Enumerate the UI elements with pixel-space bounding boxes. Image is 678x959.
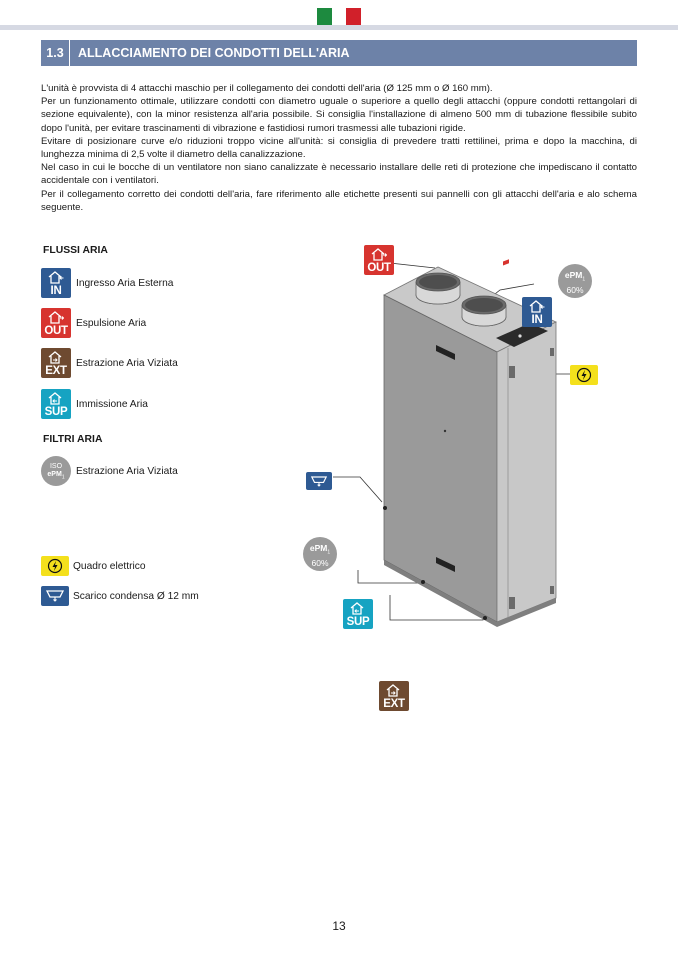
legend-item-sup: [41, 389, 148, 419]
legend-flussi-title: FLUSSI ARIA: [43, 245, 108, 256]
legend-label: Quadro elettrico: [73, 560, 146, 572]
top-band: [0, 25, 678, 30]
diagram-filter-top-badge: ePM$_1$ 60%: [558, 264, 592, 298]
diagram-ext-badge-icon: EXT: [379, 681, 409, 711]
lightning-icon: [41, 556, 69, 576]
intro-paragraph: L'unità è provvista di 4 attacchi maschio per il collegamento dei condotti dell'aria (Ø 125 mm o Ø 160 mm).: [41, 83, 493, 94]
in-badge-icon: IN: [41, 268, 71, 298]
diagram-condensate-icon: [306, 472, 332, 490]
intro-paragraph: Evitare di posizionare curve e/o riduzioni troppo vicine all'unità: si consiglia di prevedere tratti rettilinei, prima e dopo la macchina, di lunghezza minima di 2,5 volte il diametro della canalizzazione.: [41, 135, 637, 161]
unit-diagram: [290, 240, 620, 640]
leader-condensate: [333, 477, 382, 502]
legend-label: Ingresso Aria Esterna: [76, 277, 174, 289]
legend-filtri-title: FILTRI ARIA: [43, 434, 103, 445]
legend-label: Scarico condensa Ø 12 mm: [73, 590, 199, 602]
out-badge-icon: OUT: [41, 308, 71, 338]
legend-item-electrical: [41, 556, 145, 576]
legend-item-out: [41, 308, 146, 338]
section-number: 1.3: [41, 40, 70, 66]
top-collar-in: [462, 296, 506, 326]
ext-badge-icon: EXT: [41, 348, 71, 378]
diagram-lightning-icon: [570, 365, 598, 385]
condensate-drain-icon: [41, 586, 69, 606]
leader-out: [390, 248, 435, 268]
legend-label: Immissione Aria: [76, 398, 148, 410]
top-collar-out: [416, 273, 460, 304]
legend-item-condensate: [41, 586, 199, 606]
diagram-sup-badge-icon: SUP: [343, 599, 373, 629]
page-number: 13: [332, 919, 346, 933]
legend-label: Estrazione Aria Viziata: [76, 465, 178, 477]
intro-paragraph: Nel caso in cui le bocche di un ventilatore non siano canalizzate è necessario installare delle reti di protezione che impediscano il contatto accidentale con i ventilatori.: [41, 162, 637, 187]
section-title: ALLACCIAMENTO DEI CONDOTTI DELL'ARIA: [78, 46, 350, 60]
intro-text: [41, 82, 637, 214]
legend-label: Estrazione Aria Viziata: [76, 357, 178, 369]
sup-badge-icon: SUP: [41, 389, 71, 419]
intro-paragraph: Per il collegamento corretto dei condotti dell'aria, fare riferimento alle etichette presenti sui pannelli con gli attacchi dell'aria e alo schema seguente.: [41, 188, 637, 213]
section-header: [41, 40, 637, 66]
legend-label: Espulsione Aria: [76, 317, 147, 329]
diagram-in-badge-icon: IN: [522, 297, 552, 327]
intro-paragraph: Per un funzionamento ottimale, utilizzare condotti con diametro uguale o superiore a quello degli attacchi (oppure condotti rettangolari di sezione equivalente), con la minor resistenza all'aria possibile. Si consiglia l'installazione di almeno 500 mm di tubazione flessibile subito dopo l'unità, per evitare trascinamenti di vibrazione e fastidiosi rumori trasmessi alle tubazioni rigide.: [41, 96, 637, 134]
filter-iso-icon: ISO ePM$_1$: [41, 456, 71, 486]
legend-item-in: [41, 268, 173, 298]
diagram-filter-bottom-badge: ePM$_1$ 60%: [303, 537, 337, 571]
legend-item-ext: [41, 348, 178, 378]
diagram-out-badge-icon: OUT: [364, 245, 394, 275]
legend-item-filter: [41, 456, 178, 486]
